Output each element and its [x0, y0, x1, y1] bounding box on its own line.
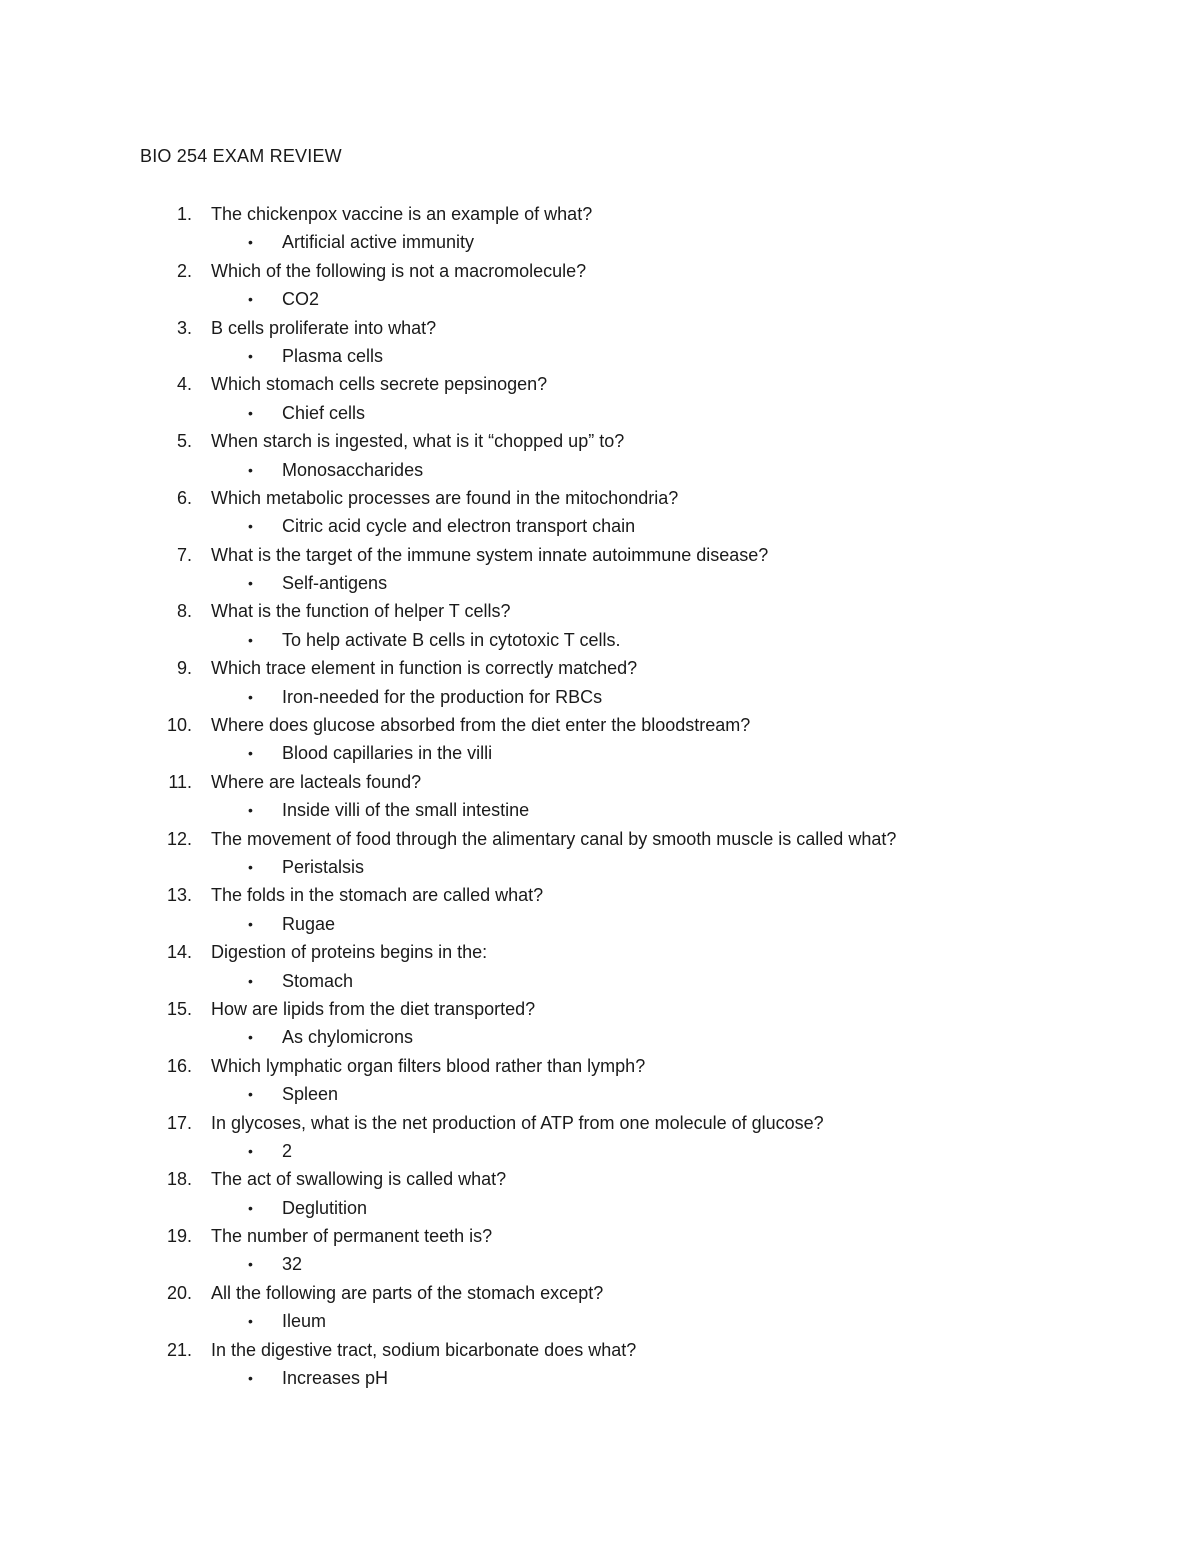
answer-row: [0, 1364, 1200, 1392]
bullet-icon: •: [248, 1086, 253, 1103]
answer-row: [0, 285, 1200, 313]
list-item: [0, 541, 1200, 598]
question-text: The chickenpox vaccine is an example of what?: [211, 204, 593, 224]
answer-row: [0, 1023, 1200, 1051]
answer-text: Ileum: [282, 1311, 327, 1332]
page-title: BIO 254 EXAM REVIEW: [140, 146, 342, 166]
answer-row: [0, 512, 1200, 540]
bullet-icon: •: [248, 688, 253, 705]
question-row: [0, 1052, 1200, 1080]
question-number: 13.: [166, 885, 192, 906]
list-item: [0, 1222, 1200, 1279]
question-row: [0, 1222, 1200, 1250]
answer-text: Inside villi of the small intestine: [282, 800, 530, 821]
question-number: 21.: [166, 1339, 192, 1360]
question-text: In the digestive tract, sodium bicarbonate does what?: [211, 1339, 637, 1360]
list-item: [0, 1109, 1200, 1166]
question-number: 12.: [166, 828, 192, 849]
question-number: 16.: [166, 1055, 192, 1076]
question-text: The movement of food through the alimentary canal by smooth muscle is called what?: [211, 828, 897, 849]
list-item: [0, 1336, 1200, 1393]
question-text: When starch is ingested, what is it “chopped up” to?: [211, 431, 625, 452]
bullet-icon: •: [248, 1256, 253, 1273]
answer-row: [0, 456, 1200, 484]
question-text: The number of permanent teeth is?: [211, 1226, 493, 1247]
bullet-icon: •: [248, 631, 253, 648]
answer-row: [0, 1137, 1200, 1165]
question-text: Which trace element in function is correctly matched?: [211, 658, 638, 679]
answer-row: [0, 739, 1200, 767]
question-text: B cells proliferate into what?: [211, 317, 437, 338]
bullet-icon: •: [248, 1199, 253, 1216]
answer-text: Self-antigens: [282, 573, 388, 594]
answer-text: Stomach: [282, 970, 354, 991]
question-number: 10.: [166, 715, 192, 736]
bullet-icon: •: [248, 802, 253, 819]
bullet-icon: •: [248, 347, 253, 364]
bullet-icon: •: [248, 1142, 253, 1159]
question-row: [0, 1109, 1200, 1137]
bullet-icon: •: [248, 915, 253, 932]
question-row: [0, 484, 1200, 512]
question-number: 8.: [176, 601, 192, 622]
question-text: Which of the following is not a macromolecule?: [211, 260, 587, 281]
answer-text: Peristalsis: [282, 856, 365, 877]
question-number: 17.: [166, 1112, 192, 1133]
question-row: [0, 1165, 1200, 1193]
question-number: 3.: [176, 317, 192, 338]
answer-text: Rugae: [282, 913, 336, 934]
list-item: [0, 881, 1200, 938]
question-number: 5.: [176, 431, 192, 452]
answer-text: Chief cells: [282, 402, 366, 423]
question-text: All the following are parts of the stomach except?: [211, 1282, 604, 1303]
answer-text: As chylomicrons: [282, 1027, 414, 1048]
question-row: [0, 370, 1200, 398]
question-row: [0, 995, 1200, 1023]
question-row: [0, 711, 1200, 739]
question-number: 9.: [176, 658, 192, 679]
question-number: 14.: [166, 942, 192, 963]
bullet-icon: •: [248, 575, 253, 592]
question-text: Digestion of proteins begins in the:: [211, 942, 488, 963]
list-item: [0, 1279, 1200, 1336]
list-item: [0, 654, 1200, 711]
question-row: [0, 654, 1200, 682]
bullet-icon: •: [248, 461, 253, 478]
question-number: 1.: [176, 204, 192, 224]
list-item: [0, 257, 1200, 314]
answer-text: Plasma cells: [282, 345, 384, 366]
list-item: [0, 1165, 1200, 1222]
question-number: 18.: [166, 1169, 192, 1190]
list-item: [0, 200, 1200, 257]
answer-text: To help activate B cells in cytotoxic T cells.: [282, 629, 621, 650]
question-text: In glycoses, what is the net production of ATP from one molecule of glucose?: [211, 1112, 824, 1133]
answer-text: Deglutition: [282, 1197, 368, 1218]
answer-row: [0, 683, 1200, 711]
question-row: [0, 257, 1200, 285]
question-row: [0, 200, 1200, 228]
answer-row: [0, 1194, 1200, 1222]
answer-row: [0, 342, 1200, 370]
list-item: [0, 597, 1200, 654]
bullet-icon: •: [248, 291, 253, 308]
question-text: Which metabolic processes are found in the mitochondria?: [211, 487, 679, 508]
bullet-icon: •: [248, 745, 253, 762]
list-item: [0, 314, 1200, 371]
answer-row: [0, 1080, 1200, 1108]
question-text: Which lymphatic organ filters blood rather than lymph?: [211, 1055, 646, 1076]
answer-text: CO2: [282, 289, 320, 310]
list-item: [0, 711, 1200, 768]
bullet-icon: •: [248, 518, 253, 535]
question-row: [0, 938, 1200, 966]
list-item: [0, 768, 1200, 825]
bullet-icon: •: [248, 972, 253, 989]
question-number: 15.: [166, 998, 192, 1019]
question-text: Where does glucose absorbed from the diet enter the bloodstream?: [211, 715, 751, 736]
answer-text: Iron-needed for the production for RBCs: [282, 686, 603, 707]
answer-text: Citric acid cycle and electron transport chain: [282, 516, 636, 537]
answer-row: [0, 910, 1200, 938]
list-item: [0, 370, 1200, 427]
list-item: [0, 938, 1200, 995]
answer-row: [0, 399, 1200, 427]
question-text: Which stomach cells secrete pepsinogen?: [211, 374, 548, 395]
bullet-icon: •: [248, 234, 253, 251]
question-number: 6.: [176, 487, 192, 508]
question-number: 4.: [176, 374, 192, 395]
bullet-icon: •: [248, 404, 253, 421]
list-item: [0, 825, 1200, 882]
question-text: Where are lacteals found?: [211, 771, 422, 792]
answer-row: [0, 626, 1200, 654]
bullet-icon: •: [248, 858, 253, 875]
question-number: 7.: [176, 544, 192, 565]
question-text: The folds in the stomach are called what?: [211, 885, 544, 906]
list-item: [0, 484, 1200, 541]
question-text: How are lipids from the diet transported?: [211, 998, 536, 1019]
answer-row: [0, 569, 1200, 597]
question-text: What is the function of helper T cells?: [211, 601, 511, 622]
question-row: [0, 597, 1200, 625]
list-item: [0, 995, 1200, 1052]
answer-text: Blood capillaries in the villi: [282, 743, 493, 764]
answer-text: Artificial active immunity: [282, 232, 475, 253]
question-row: [0, 541, 1200, 569]
list-item: [0, 1052, 1200, 1109]
question-row: [0, 1336, 1200, 1364]
list-item: [0, 427, 1200, 484]
question-row: [0, 1279, 1200, 1307]
question-number: 19.: [166, 1226, 192, 1247]
question-row: [0, 881, 1200, 909]
question-number: 11.: [168, 771, 192, 792]
answer-text: 32: [282, 1254, 303, 1275]
answer-text: Monosaccharides: [282, 459, 424, 480]
question-row: [0, 314, 1200, 342]
question-row: [0, 825, 1200, 853]
bullet-icon: •: [248, 1313, 253, 1330]
answer-row: [0, 1307, 1200, 1335]
answer-text: Increases pH: [282, 1368, 389, 1389]
answer-row: [0, 853, 1200, 881]
answer-row: [0, 967, 1200, 995]
question-number: 20.: [166, 1282, 192, 1303]
question-row: [0, 768, 1200, 796]
answer-row: [0, 1250, 1200, 1278]
question-list: [0, 200, 1200, 1392]
answer-row: [0, 796, 1200, 824]
question-number: 2.: [176, 260, 192, 281]
answer-text: Spleen: [282, 1084, 339, 1105]
question-text: What is the target of the immune system innate autoimmune disease?: [211, 544, 769, 565]
bullet-icon: •: [248, 1370, 253, 1387]
question-row: [0, 427, 1200, 455]
answer-row: [0, 228, 1200, 256]
answer-text: 2: [282, 1140, 293, 1161]
question-text: The act of swallowing is called what?: [211, 1169, 507, 1190]
bullet-icon: •: [248, 1029, 253, 1046]
